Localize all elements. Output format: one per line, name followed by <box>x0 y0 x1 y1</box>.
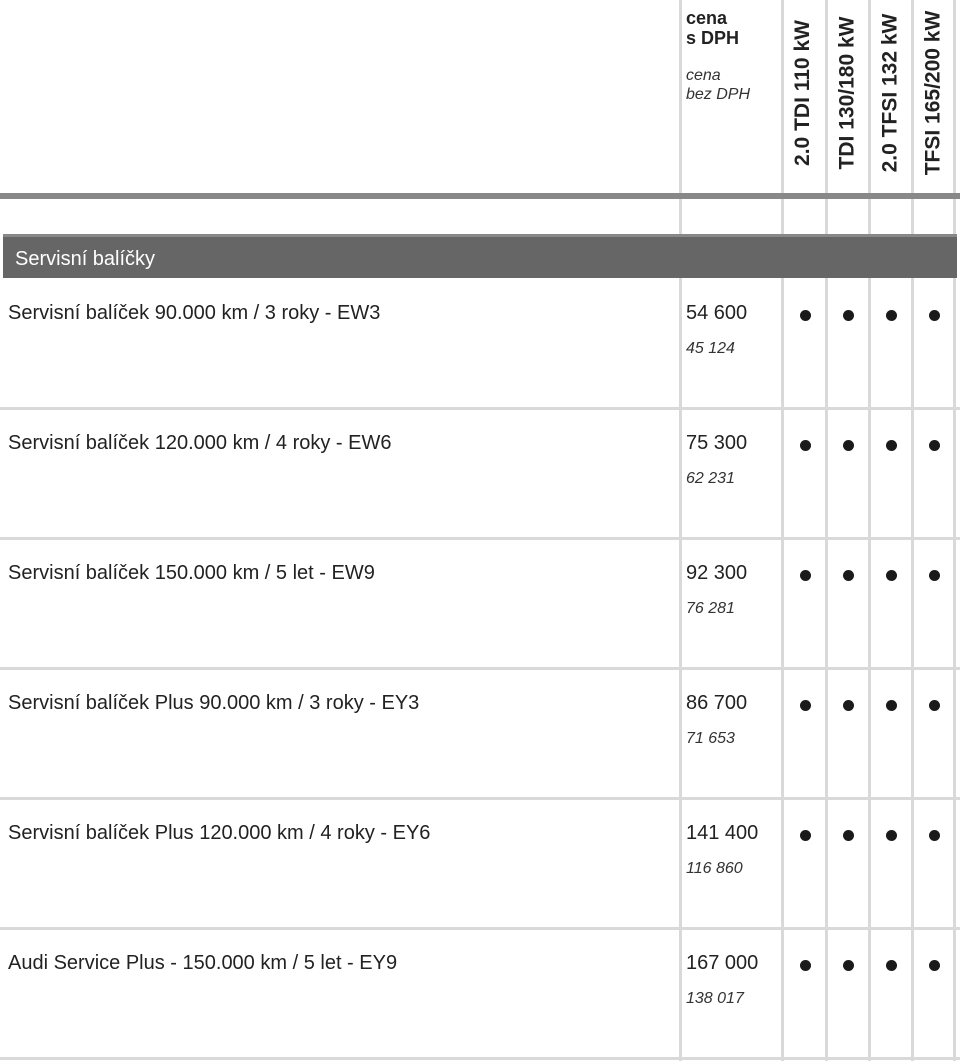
price-column-header <box>686 8 776 104</box>
availability-dot <box>929 700 940 711</box>
availability-dot <box>886 700 897 711</box>
price-without-vat-label: cena bez DPH <box>686 67 751 103</box>
package-name: Servisní balíček Plus 120.000 km / 4 roky - EY6 <box>8 822 431 844</box>
table-row <box>0 670 960 800</box>
availability-dot <box>886 960 897 971</box>
price-without-vat: 71 653 <box>686 730 735 747</box>
vehicle-label: TDI 130/180 kW <box>835 16 858 170</box>
availability-dot <box>843 830 854 841</box>
table-row <box>0 800 960 930</box>
availability-dot <box>800 960 811 971</box>
availability-dot <box>886 440 897 451</box>
availability-dot <box>800 700 811 711</box>
price-with-vat: 92 300 <box>686 562 748 584</box>
header-divider <box>0 193 960 199</box>
price-with-vat: 54 600 <box>686 302 748 324</box>
availability-dot <box>929 440 940 451</box>
availability-dot <box>800 830 811 841</box>
price-with-vat: 141 400 <box>686 822 759 844</box>
availability-dot <box>929 310 940 321</box>
row-divider <box>0 1057 960 1060</box>
availability-dot <box>800 310 811 321</box>
availability-dot <box>843 310 854 321</box>
package-name: Servisní balíček Plus 90.000 km / 3 roky - EY3 <box>8 692 420 714</box>
availability-dot <box>886 310 897 321</box>
availability-dot <box>800 440 811 451</box>
availability-dot <box>843 440 854 451</box>
price-with-vat-label: cena s DPH <box>686 8 740 48</box>
price-with-vat: 167 000 <box>686 952 759 974</box>
price-without-vat: 76 281 <box>686 600 735 617</box>
price-without-vat: 116 860 <box>686 860 743 877</box>
package-name: Servisní balíček 90.000 km / 3 roky - EW3 <box>8 302 381 324</box>
vehicle-header-1 <box>782 0 824 190</box>
availability-dot <box>800 570 811 581</box>
table-row <box>0 410 960 540</box>
price-with-vat: 86 700 <box>686 692 748 714</box>
price-with-vat: 75 300 <box>686 432 748 454</box>
vehicle-header-4 <box>912 0 954 190</box>
availability-dot <box>929 570 940 581</box>
availability-dot <box>843 960 854 971</box>
availability-dot <box>843 570 854 581</box>
table-row <box>0 930 960 1060</box>
table-row <box>0 540 960 670</box>
package-name: Audi Service Plus - 150.000 km / 5 let - EY9 <box>8 952 398 974</box>
package-name: Servisní balíček 150.000 km / 5 let - EW9 <box>8 562 375 584</box>
vehicle-header-2 <box>826 0 868 190</box>
availability-dot <box>886 830 897 841</box>
availability-dot <box>843 700 854 711</box>
availability-dot <box>929 960 940 971</box>
price-without-vat: 45 124 <box>686 340 735 357</box>
availability-dot <box>929 830 940 841</box>
section-title: Servisní balíčky <box>15 248 156 270</box>
vehicle-label: 2.0 TDI 110 kW <box>791 20 814 166</box>
vehicle-header-3 <box>869 0 911 190</box>
section-header <box>3 234 957 278</box>
package-name: Servisní balíček 120.000 km / 4 roky - EW6 <box>8 432 392 454</box>
vehicle-label: TFSI 165/200 kW <box>921 10 945 176</box>
table-row <box>0 280 960 410</box>
price-without-vat: 62 231 <box>686 470 735 487</box>
price-without-vat: 138 017 <box>686 990 744 1007</box>
vehicle-label: 2.0 TFSI 132 kW <box>878 13 902 173</box>
availability-dot <box>886 570 897 581</box>
